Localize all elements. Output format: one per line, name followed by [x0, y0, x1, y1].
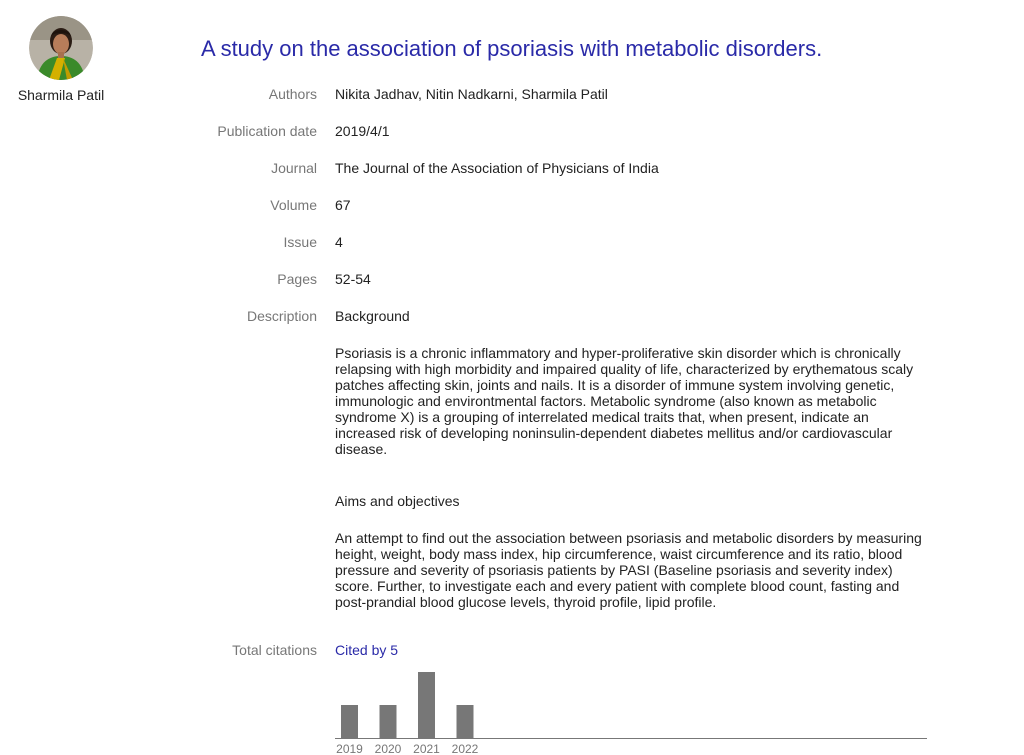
description-paragraph: Psoriasis is a chronic inflammatory and hyper-proliferative skin disorder which is chronically relapsing with high morbidity and impaired quality of life, characterized by erythematous scaly patches affecting skin, joints and nails. It is a disorder of immune system involving genetic, immunologic and environtmental factors. Metabolic syndrome (also known as metabolic syndrome X) is a grouping of interrelated medical traits that, when present, indicate an increased risk of developing noninsulin-dependent diabetes mellitus and/or cardiovascular disease. [335, 345, 914, 457]
citation-year-label: 2020 [374, 742, 402, 755]
journal-label: Journal [271, 160, 317, 176]
issue-label: Issue [283, 234, 317, 250]
description-paragraph: An attempt to find out the association between psoriasis and metabolic disorders by measuring height, weight, body mass index, hip circumference, waist circumference and its ratio, blood pressure and severity of psoriasis patients by PASI (Baseline psoriasis and severity index) score. Further, to investigate each and every patient with complete blood count, fasting and post-prandial blood glucose levels, thyroid profile, lipid profile. [335, 530, 922, 610]
pages-label: Pages [277, 271, 317, 287]
citation-year-label: 2021 [413, 742, 440, 755]
journal-value: The Journal of the Association of Physicians of India [335, 160, 659, 176]
description-heading-aims [335, 493, 927, 509]
citation-bar-2021[interactable] [418, 672, 435, 738]
cited-by-link[interactable]: Cited by 5 [335, 642, 399, 658]
citation-year-label: 2019 [336, 742, 363, 755]
total-citations-label: Total citations [232, 642, 317, 658]
authors-value: Nikita Jadhav, Nitin Nadkarni, Sharmila Patil [335, 86, 608, 102]
author-avatar[interactable] [29, 16, 93, 80]
citation-year-label: 2022 [451, 742, 479, 755]
author-name[interactable]: Sharmila Patil [17, 87, 105, 103]
author-photo-icon [29, 16, 93, 80]
description-body-2 [335, 530, 927, 610]
volume-value: 67 [335, 197, 351, 213]
description-body-1 [335, 345, 927, 457]
citation-bar-2019[interactable] [341, 705, 358, 738]
authors-label: Authors [268, 86, 317, 102]
author-profile[interactable] [0, 16, 122, 103]
volume-label: Volume [270, 197, 317, 213]
article-title[interactable]: A study on the association of psoriasis with metabolic disorders. [201, 36, 823, 61]
description-label: Description [246, 308, 317, 324]
issue-value: 4 [335, 234, 343, 250]
pages-value: 52-54 [335, 271, 371, 287]
citation-bar-2022[interactable] [457, 705, 474, 738]
publication-date-label: Publication date [217, 123, 317, 139]
publication-date-value: 2019/4/1 [335, 123, 390, 139]
description-paragraph: Aims and objectives [335, 493, 460, 509]
description-paragraph: Background [335, 308, 410, 324]
citation-bar-2020[interactable] [380, 705, 397, 738]
description-heading-background [335, 308, 927, 324]
citations-bar-chart [335, 660, 930, 755]
